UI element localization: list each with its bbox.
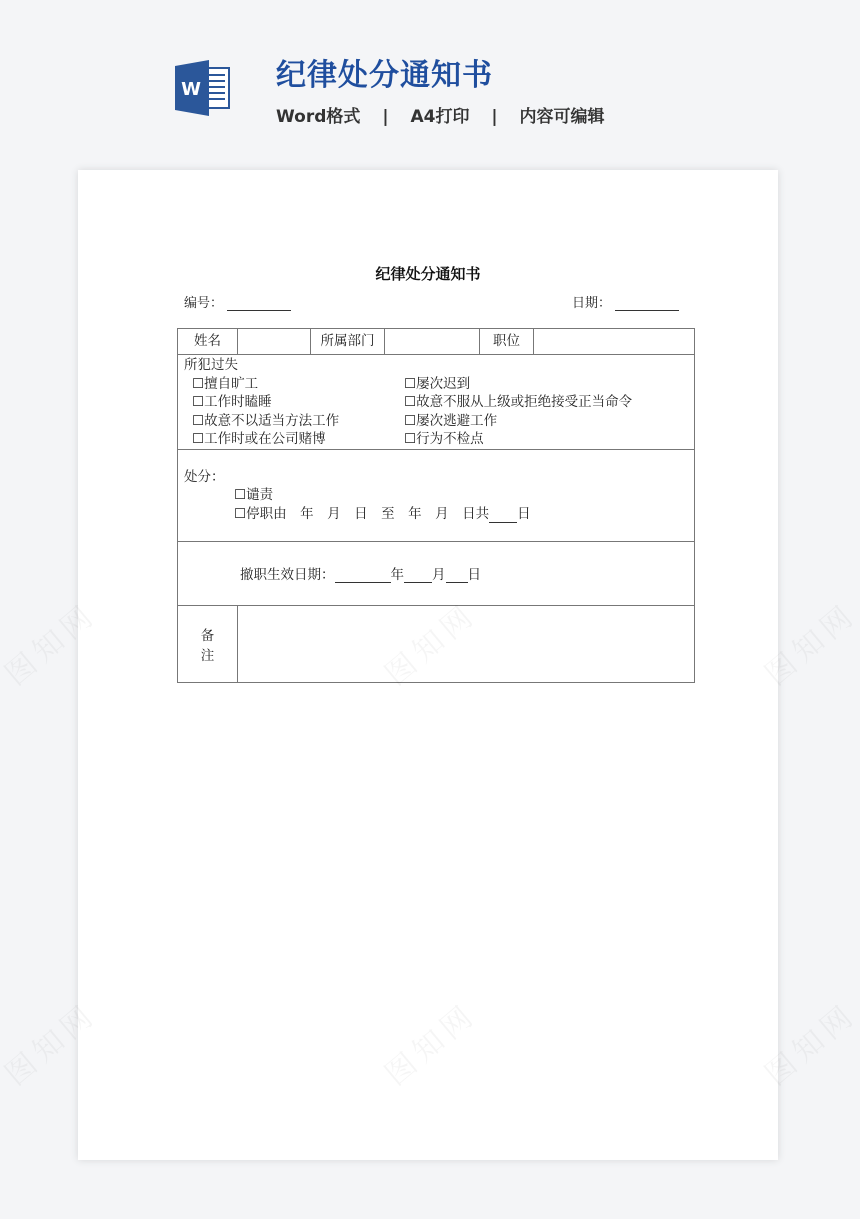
dismissal-year-blank[interactable] bbox=[335, 569, 391, 583]
punishment-row bbox=[178, 449, 695, 541]
offense-checkbox[interactable]: ☐擅自旷工 bbox=[192, 375, 259, 391]
day-unit: 日 bbox=[467, 567, 481, 582]
offenses-row bbox=[178, 355, 695, 450]
date-field bbox=[572, 292, 679, 311]
offense-checkbox[interactable]: ☐工作时瞌睡 bbox=[192, 394, 272, 409]
separator: | bbox=[382, 107, 389, 127]
number-blank[interactable] bbox=[227, 296, 291, 311]
punishment-heading: 处分： bbox=[184, 468, 225, 484]
department-label: 所属部门 bbox=[311, 329, 385, 355]
offense-checkbox[interactable]: ☐工作时或在公司赌博 bbox=[192, 431, 326, 446]
date-label: 日期： bbox=[572, 295, 612, 310]
feature-list bbox=[276, 102, 605, 127]
offense-checkbox[interactable]: ☐屡次逃避工作 bbox=[404, 412, 498, 428]
feature-a4-print: A4打印 bbox=[410, 107, 470, 127]
dismissal-date-label: 撤职生效日期： bbox=[240, 567, 335, 582]
employee-info-row bbox=[178, 329, 695, 355]
separator: | bbox=[491, 107, 498, 127]
offenses-heading: 所犯过失 bbox=[184, 357, 238, 372]
offense-checkbox[interactable]: ☐故意不服从上级或拒绝接受正当命令 bbox=[404, 394, 633, 409]
offense-checkbox[interactable]: ☐行为不检点 bbox=[404, 431, 484, 446]
suspension-days-blank[interactable] bbox=[489, 509, 517, 523]
dismissal-month-blank[interactable] bbox=[404, 569, 432, 583]
document-title: 纪律处分通知书 bbox=[375, 267, 481, 283]
name-cell[interactable] bbox=[238, 329, 311, 355]
month-unit: 月 bbox=[432, 567, 446, 582]
department-cell[interactable] bbox=[385, 329, 480, 355]
number-field bbox=[184, 292, 291, 311]
word-icon bbox=[175, 60, 231, 116]
svg-text:W: W bbox=[181, 79, 201, 100]
feature-editable: 内容可编辑 bbox=[519, 107, 605, 127]
dismissal-day-blank[interactable] bbox=[446, 569, 468, 583]
position-cell[interactable] bbox=[534, 329, 695, 355]
header-title: 纪律处分通知书 bbox=[276, 58, 493, 93]
offenses-list bbox=[184, 375, 688, 449]
suspension-line bbox=[184, 505, 688, 524]
document-page bbox=[78, 170, 778, 1160]
suspension-checkbox[interactable]: ☐停职由 年 月 日 至 年 月 日共 bbox=[234, 505, 490, 521]
number-label: 编号： bbox=[184, 295, 224, 310]
remarks-label: 备 注 bbox=[178, 605, 238, 682]
date-blank[interactable] bbox=[615, 296, 679, 311]
offense-checkbox[interactable]: ☐故意不以适当方法工作 bbox=[192, 412, 340, 428]
discipline-form-table bbox=[177, 328, 695, 683]
position-label: 职位 bbox=[480, 329, 534, 355]
reprimand-checkbox[interactable]: ☐谴责 bbox=[234, 487, 274, 502]
suspension-days-unit: 日 bbox=[517, 505, 531, 521]
remarks-row bbox=[178, 605, 695, 682]
page-header bbox=[0, 0, 860, 170]
offense-checkbox[interactable]: ☐屡次迟到 bbox=[404, 375, 471, 391]
dismissal-row bbox=[178, 541, 695, 605]
name-label: 姓名 bbox=[178, 329, 238, 355]
remarks-cell[interactable] bbox=[238, 605, 695, 682]
feature-word-format: Word格式 bbox=[276, 107, 361, 127]
year-unit: 年 bbox=[390, 567, 404, 582]
